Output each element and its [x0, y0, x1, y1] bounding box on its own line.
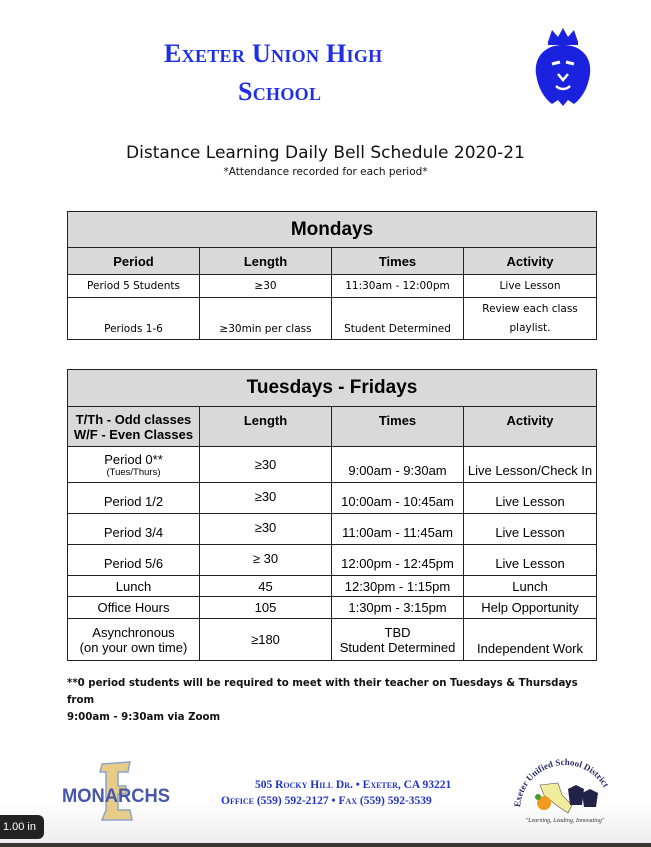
cell-times — [332, 619, 464, 661]
school-address — [215, 777, 495, 809]
cell-times: Student Determined — [332, 298, 464, 340]
zoom-level-indicator[interactable]: 1.00 in — [0, 815, 44, 839]
table-row — [68, 447, 597, 483]
mondays-caption: Mondays — [68, 212, 597, 248]
times-label: TBD — [384, 624, 411, 640]
footnote — [67, 675, 607, 726]
tuesdays-fridays-table — [67, 369, 597, 661]
cell-activity: Live Lesson — [464, 275, 597, 298]
address-line2: Office (559) 592-2127 • Fax (559) 592-3539 — [221, 795, 432, 807]
col-header-length: Length — [200, 248, 332, 275]
col-header-even: W/F - Even Classes — [73, 426, 194, 442]
document-subtitle: *Attendance recorded for each period* — [223, 166, 428, 178]
cell-times: 10:00am - 10:45am — [332, 483, 464, 514]
monarchs-logo-icon — [60, 760, 172, 822]
district-tagline: "Learning, Leading, Innovating" — [525, 818, 605, 824]
lion-crown-logo-icon — [530, 28, 596, 108]
cell-period: Period 3/4 — [68, 514, 200, 545]
footnote-line1: **0 period students will be required to meet with their teacher on Tuesdays & Thursdays from — [67, 678, 578, 706]
cell-activity: Independent Work — [464, 619, 597, 661]
cell-period — [68, 447, 200, 483]
col-header-odd: T/Th - Odd classes — [75, 411, 192, 427]
tue-fri-caption: Tuesdays - Fridays — [68, 370, 597, 407]
cell-length: 45 — [200, 576, 332, 597]
cell-times: 11:00am - 11:45am — [332, 514, 464, 545]
col-header-period: Period — [68, 248, 200, 275]
col-header-length: Length — [200, 407, 332, 447]
table-row — [68, 597, 597, 619]
col-header-activity: Activity — [464, 407, 597, 447]
cell-period: Period 1/2 — [68, 483, 200, 514]
cell-length: ≥ 30 — [200, 545, 332, 576]
cell-times: 1:30pm - 3:15pm — [332, 597, 464, 619]
cell-period: Office Hours — [68, 597, 200, 619]
viewer-bottom-edge — [0, 843, 651, 847]
period-label: Asynchronous — [92, 624, 175, 640]
school-title-line2: School — [238, 77, 322, 106]
col-header-period — [68, 407, 200, 447]
cell-activity: Help Opportunity — [464, 597, 597, 619]
table-row — [68, 545, 597, 576]
table-row — [68, 483, 597, 514]
cell-activity: Review each class playlist. — [464, 298, 597, 340]
col-header-times: Times — [332, 407, 464, 447]
cell-period: Period 5 Students — [68, 275, 200, 298]
cell-period: Lunch — [68, 576, 200, 597]
svg-text:Exeter Unified School District: Exeter Unified School District — [512, 756, 612, 808]
cell-activity: Live Lesson — [464, 514, 597, 545]
cell-activity: Live Lesson — [464, 545, 597, 576]
cell-times: 12:00pm - 12:45pm — [332, 545, 464, 576]
cell-length: 105 — [200, 597, 332, 619]
cell-length: ≥30 — [200, 483, 332, 514]
table-row — [68, 298, 597, 340]
period-note: (Tues/Thurs) — [106, 466, 161, 478]
svg-text:MONARCHS: MONARCHS — [62, 786, 170, 807]
cell-activity: Lunch — [464, 576, 597, 597]
cell-length: ≥30 — [200, 514, 332, 545]
cell-length: ≥30min per class — [200, 298, 332, 340]
footnote-line2: 9:00am - 9:30am via Zoom — [67, 712, 221, 723]
period-note: (on your own time) — [79, 639, 188, 655]
table-row — [68, 514, 597, 545]
cell-length: ≥180 — [200, 619, 332, 661]
cell-times: 12:30pm - 1:15pm — [332, 576, 464, 597]
period-label: Period 0** — [104, 451, 163, 467]
col-header-activity: Activity — [464, 248, 597, 275]
table-row — [68, 619, 597, 661]
cell-period — [68, 619, 200, 661]
cell-period: Periods 1-6 — [68, 298, 200, 340]
mondays-table — [67, 211, 597, 340]
table-row — [68, 576, 597, 597]
school-title-line1: Exeter Union High — [164, 39, 383, 68]
cell-activity: Live Lesson — [464, 483, 597, 514]
cell-period: Period 5/6 — [68, 545, 200, 576]
document-title: Distance Learning Daily Bell Schedule 2020-21 — [126, 143, 525, 163]
cell-times: 11:30am - 12:00pm — [332, 275, 464, 298]
times-note: Student Determined — [339, 639, 456, 655]
cell-activity: Live Lesson/Check In — [464, 447, 597, 483]
cell-length: ≥30 — [200, 275, 332, 298]
cell-length: ≥30 — [200, 447, 332, 483]
col-header-times: Times — [332, 248, 464, 275]
address-line1: 505 Rocky Hill Dr. • Exeter, CA 93221 — [255, 779, 452, 791]
table-row — [68, 275, 597, 298]
cell-times: 9:00am - 9:30am — [332, 447, 464, 483]
